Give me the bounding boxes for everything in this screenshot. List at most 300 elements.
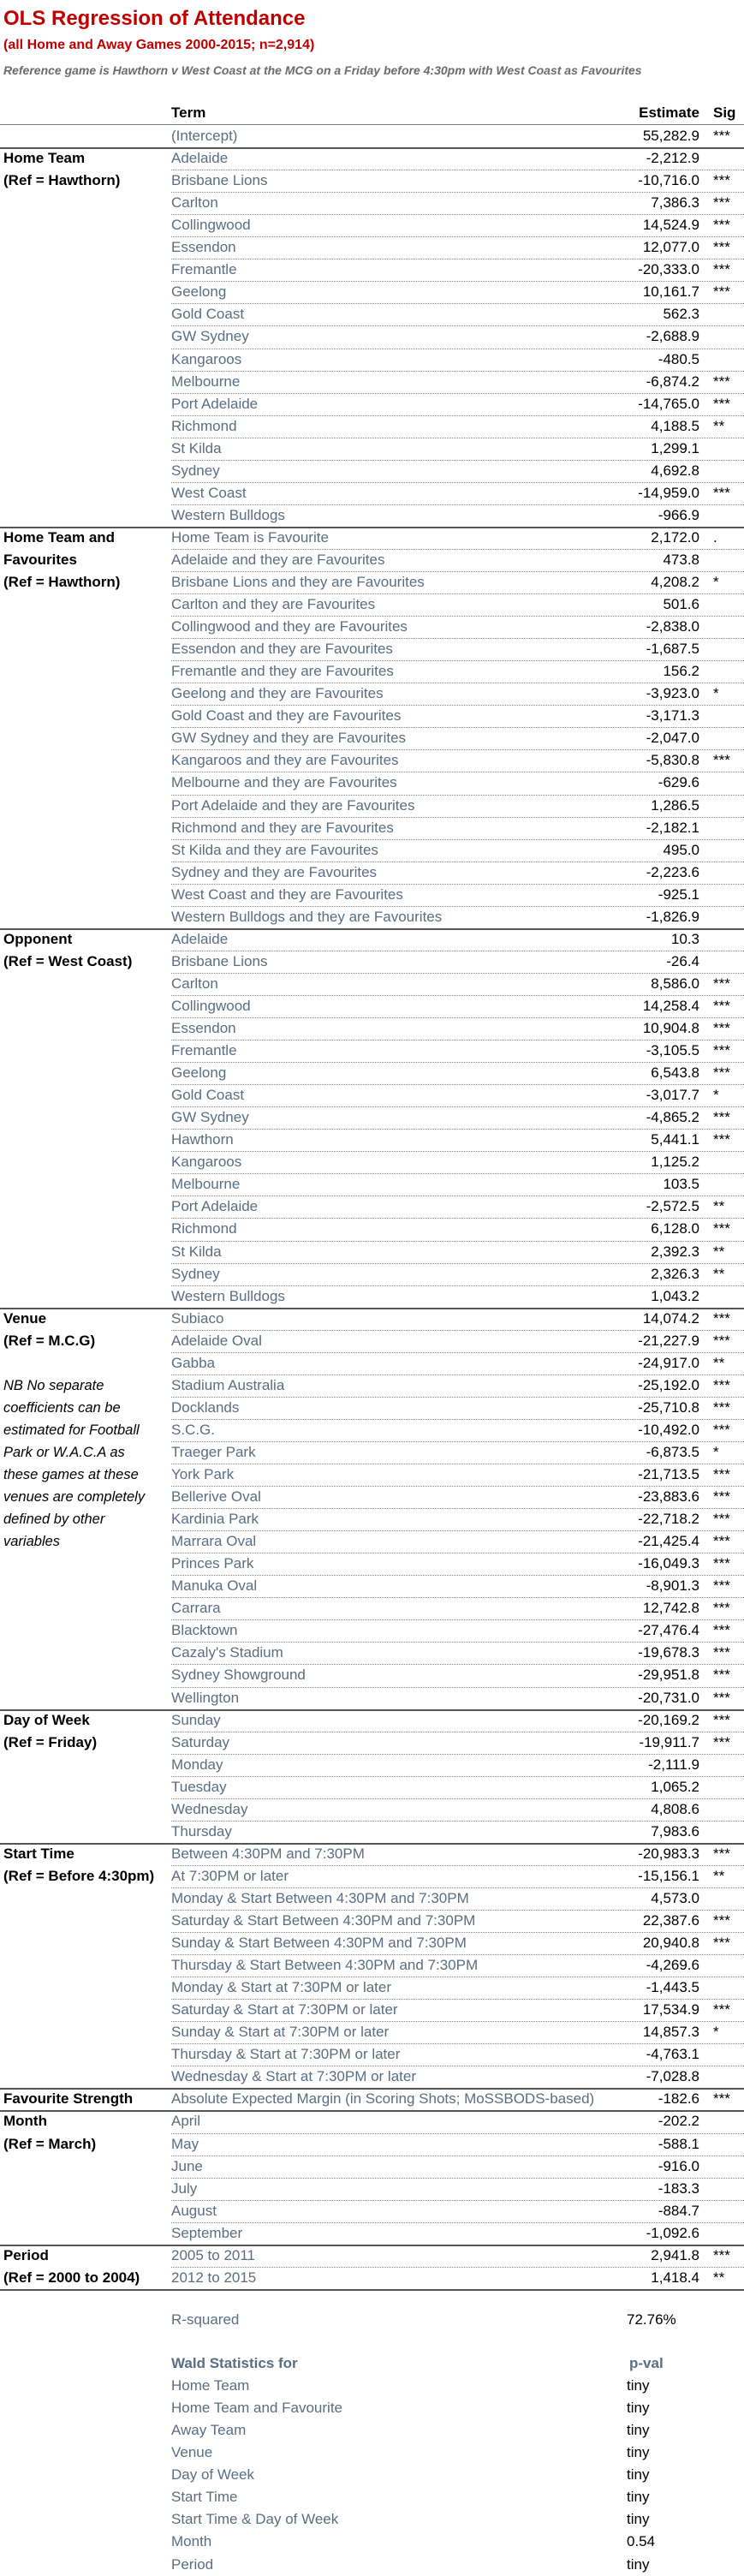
estimate-cell: -20,983.3	[638, 1845, 699, 1862]
term-cell: York Park	[171, 1466, 235, 1482]
estimate-cell: -2,572.5	[646, 1198, 699, 1215]
term-cell: Gold Coast and they are Favourites	[171, 707, 402, 724]
term-cell: Fremantle	[171, 261, 237, 278]
significance-cell: ***	[713, 752, 730, 769]
term-cell: Richmond and they are Favourites	[171, 819, 394, 836]
estimate-cell: -26.4	[666, 952, 699, 969]
significance-cell: **	[713, 1265, 725, 1282]
significance-cell: **	[713, 1243, 725, 1260]
term-cell: May	[171, 2135, 199, 2152]
term-cell: Monday & Start Between 4:30PM and 7:30PM	[171, 1889, 469, 1906]
term-cell: Bellerive Oval	[171, 1488, 261, 1506]
wald-term: Home Team and Favourite	[171, 2400, 343, 2417]
term-cell: Kangaroos and they are Favourites	[171, 752, 399, 769]
estimate-cell: 4,692.8	[651, 462, 699, 479]
significance-cell: ***	[713, 1109, 730, 1126]
term-cell: Thursday	[171, 1822, 232, 1840]
section-divider	[0, 2245, 744, 2246]
estimate-cell: 4,808.6	[651, 1800, 699, 1817]
term-cell: Brisbane Lions	[171, 172, 268, 189]
term-cell: Gold Coast	[171, 306, 245, 323]
estimate-cell: -21,227.9	[638, 1332, 699, 1349]
significance-cell: ***	[713, 1020, 730, 1036]
estimate-cell: 473.8	[663, 551, 699, 568]
term-cell: Home Team is Favourite	[171, 528, 329, 546]
estimate-cell: -24,917.0	[638, 1354, 699, 1371]
estimate-cell: -3,923.0	[646, 685, 699, 702]
term-cell: Carlton and they are Favourites	[171, 596, 376, 613]
term-cell: Sydney and they are Favourites	[171, 863, 378, 880]
significance-cell: ***	[713, 172, 730, 189]
estimate-cell: -916.0	[658, 2157, 699, 2174]
wald-term: Venue	[171, 2444, 213, 2461]
term-cell: Port Adelaide and they are Favourites	[171, 796, 415, 814]
estimate-cell: 1,299.1	[651, 439, 699, 456]
estimate-cell: 2,326.3	[651, 1265, 699, 1282]
term-cell: At 7:30PM or later	[171, 1867, 289, 1884]
estimate-column-header: Estimate	[639, 104, 699, 121]
term-cell: Blacktown	[171, 1622, 238, 1639]
significance-cell: ***	[713, 1644, 730, 1661]
estimate-cell: 562.3	[663, 306, 699, 323]
estimate-cell: 17,534.9	[642, 2001, 699, 2018]
term-cell: Kangaroos	[171, 1154, 242, 1171]
estimate-cell: -2,111.9	[648, 1756, 699, 1773]
estimate-cell: 10,904.8	[642, 1020, 699, 1036]
wald-pval: tiny	[627, 2422, 650, 2439]
estimate-cell: 6,128.0	[651, 1220, 699, 1237]
estimate-cell: 4,208.2	[651, 574, 699, 590]
wald-term: Month	[171, 2533, 212, 2550]
term-cell: Stadium Australia	[171, 1376, 285, 1393]
term-cell: Princes Park	[171, 1555, 254, 1572]
term-cell: September	[171, 2224, 243, 2241]
estimate-cell: -14,959.0	[638, 484, 699, 501]
significance-cell: ***	[713, 1376, 730, 1393]
term-cell: Adelaide	[171, 150, 229, 167]
rsquared-value: 72.76%	[627, 2311, 676, 2329]
estimate-cell: -6,874.2	[646, 373, 699, 390]
term-cell: Brisbane Lions and they are Favourites	[171, 574, 425, 590]
estimate-cell: 1,286.5	[651, 796, 699, 814]
estimate-cell: -25,192.0	[638, 1376, 699, 1393]
wald-term: Period	[171, 2555, 214, 2573]
estimate-cell: 12,742.8	[642, 1600, 699, 1617]
estimate-cell: 1,043.2	[651, 1287, 699, 1304]
section-label: (Ref = Hawthorn)	[3, 172, 121, 189]
term-cell: Carlton	[171, 194, 218, 212]
estimate-cell: -1,826.9	[646, 908, 699, 925]
term-cell: S.C.G.	[171, 1421, 216, 1438]
section-divider	[0, 1308, 744, 1309]
term-cell: Tuesday	[171, 1778, 227, 1795]
significance-cell: ***	[713, 194, 730, 212]
estimate-cell: -925.1	[658, 886, 699, 903]
estimate-cell: -183.3	[658, 2179, 699, 2197]
section-label: (Ref = March)	[3, 2135, 97, 2152]
estimate-cell: -16,049.3	[638, 1555, 699, 1572]
significance-cell: ***	[713, 484, 730, 501]
significance-cell: *	[713, 1443, 719, 1460]
section-label: Favourite Strength	[3, 2090, 134, 2108]
significance-cell: ***	[713, 1332, 730, 1349]
term-cell: Geelong	[171, 283, 227, 301]
wald-term: Home Team	[171, 2377, 250, 2394]
section-divider	[0, 928, 744, 930]
estimate-cell: -20,333.0	[638, 261, 699, 278]
significance-cell: ***	[713, 1309, 730, 1327]
estimate-cell: -3,105.5	[646, 1042, 699, 1059]
significance-cell: *	[713, 1087, 719, 1104]
section-label: Day of Week	[3, 1711, 90, 1728]
section-divider	[0, 1843, 744, 1845]
estimate-cell: -7,028.8	[646, 2068, 699, 2085]
term-cell: Essendon	[171, 239, 236, 256]
estimate-cell: -20,169.2	[638, 1711, 699, 1728]
significance-cell: ***	[713, 1398, 730, 1416]
significance-cell: ***	[713, 2090, 730, 2108]
term-cell: GW Sydney	[171, 1109, 249, 1126]
estimate-cell: -14,765.0	[638, 395, 699, 412]
estimate-cell: -29,951.8	[638, 1667, 699, 1684]
rsquared-label: R-squared	[171, 2311, 240, 2329]
section-divider	[0, 2110, 744, 2112]
estimate-cell: 12,077.0	[642, 239, 699, 256]
term-cell: June	[171, 2157, 203, 2174]
page-subtitle: (all Home and Away Games 2000-2015; n=2,914)	[3, 38, 315, 52]
estimate-cell: 14,524.9	[642, 217, 699, 234]
term-cell: Sydney	[171, 462, 220, 479]
term-cell: Geelong and they are Favourites	[171, 685, 384, 702]
wald-term: Start Time & Day of Week	[171, 2511, 339, 2528]
wald-pval: tiny	[627, 2466, 650, 2484]
estimate-cell: -884.7	[658, 2202, 699, 2219]
estimate-cell: -8,901.3	[646, 1577, 699, 1595]
term-cell: Port Adelaide	[171, 395, 259, 412]
term-cell: Sydney Showground	[171, 1667, 306, 1684]
term-cell: Cazaly's Stadium	[171, 1644, 283, 1661]
term-cell: Carrara	[171, 1600, 221, 1617]
significance-cell: **	[713, 1354, 725, 1371]
significance-cell: ***	[713, 1912, 730, 1929]
estimate-cell: 1,065.2	[651, 1778, 699, 1795]
estimate-cell: 8,586.0	[651, 975, 699, 992]
estimate-cell: -5,830.8	[646, 752, 699, 769]
significance-cell: ***	[713, 1711, 730, 1728]
estimate-cell: 10.3	[670, 930, 699, 947]
term-cell: Saturday & Start Between 4:30PM and 7:30PM	[171, 1912, 476, 1929]
term-cell: Richmond	[171, 417, 237, 434]
term-cell: St Kilda and they are Favourites	[171, 841, 378, 858]
estimate-cell: -1,092.6	[646, 2224, 699, 2241]
term-cell: Sunday & Start Between 4:30PM and 7:30PM	[171, 1935, 467, 1952]
term-cell: Kardinia Park	[171, 1511, 259, 1528]
term-cell: 2012 to 2015	[171, 2269, 257, 2286]
estimate-cell: -202.2	[658, 2113, 699, 2130]
estimate-cell: -19,911.7	[639, 1733, 699, 1750]
estimate-cell: -2,047.0	[646, 730, 699, 747]
significance-cell: ***	[713, 1577, 730, 1595]
estimate-cell: -6,873.5	[646, 1443, 699, 1460]
term-cell: Between 4:30PM and 7:30PM	[171, 1845, 365, 1862]
significance-cell: **	[713, 417, 725, 434]
estimate-cell: -2,223.6	[646, 863, 699, 880]
sig-column-header: Sig	[713, 104, 736, 121]
estimate-cell: -21,713.5	[638, 1466, 699, 1482]
section-label: (Ref = West Coast)	[3, 952, 133, 969]
section-label: Venue	[3, 1309, 47, 1327]
estimate-cell: -629.6	[658, 774, 699, 791]
estimate-cell: 4,573.0	[651, 1889, 699, 1906]
significance-cell: ***	[713, 373, 730, 390]
estimate-cell: -20,731.0	[638, 1689, 699, 1706]
estimate-cell: -27,476.4	[638, 1622, 699, 1639]
significance-cell: ***	[713, 1600, 730, 1617]
estimate-cell: -2,182.1	[646, 819, 699, 836]
estimate-cell: 22,387.6	[642, 1912, 699, 1929]
wald-term: Away Team	[171, 2422, 247, 2439]
term-cell: Subiaco	[171, 1309, 224, 1327]
significance-cell: ***	[713, 1733, 730, 1750]
estimate-cell: 103.5	[663, 1176, 699, 1193]
term-cell: Collingwood and they are Favourites	[171, 618, 408, 635]
significance-cell: ***	[713, 975, 730, 992]
estimate-cell: -966.9	[658, 506, 699, 523]
significance-cell: ***	[713, 1689, 730, 1706]
estimate-cell: -4,865.2	[646, 1109, 699, 1126]
estimate-cell: 55,282.9	[642, 128, 699, 144]
estimate-cell: -23,883.6	[638, 1488, 699, 1506]
significance-cell: ***	[713, 1488, 730, 1506]
table-bottom-rule	[0, 2289, 744, 2291]
estimate-cell: 7,386.3	[651, 194, 699, 212]
term-cell: Adelaide and they are Favourites	[171, 551, 385, 568]
estimate-cell: 2,392.3	[651, 1243, 699, 1260]
wald-term: Start Time	[171, 2489, 238, 2506]
wald-pval: tiny	[627, 2444, 650, 2461]
estimate-cell: -2,688.9	[646, 328, 699, 345]
term-cell: Wednesday	[171, 1800, 248, 1817]
term-cell: Brisbane Lions	[171, 952, 268, 969]
wald-pval: tiny	[627, 2555, 650, 2573]
term-cell: Saturday	[171, 1733, 230, 1750]
estimate-cell: -10,492.0	[638, 1421, 699, 1438]
estimate-cell: 501.6	[663, 596, 699, 613]
significance-cell: ***	[713, 239, 730, 256]
significance-cell: ***	[713, 1533, 730, 1550]
term-cell: Collingwood	[171, 217, 251, 234]
estimate-cell: 20,940.8	[642, 1935, 699, 1952]
reference-note: Reference game is Hawthorn v West Coast at the MCG on a Friday before 4:30pm with West Coast as Favourites	[3, 63, 642, 77]
term-cell: Essendon and they are Favourites	[171, 641, 393, 658]
term-cell: (Intercept)	[171, 128, 238, 144]
section-label: (Ref = Friday)	[3, 1733, 98, 1750]
estimate-cell: -182.6	[658, 2090, 699, 2108]
term-cell: April	[171, 2113, 201, 2130]
term-cell: Absolute Expected Margin (in Scoring Shots; MoSSBODS-based)	[171, 2090, 595, 2108]
significance-cell: ***	[713, 1845, 730, 1862]
term-cell: Sunday & Start at 7:30PM or later	[171, 2024, 390, 2041]
significance-cell: *	[713, 2024, 719, 2041]
significance-cell: ***	[713, 1622, 730, 1639]
significance-cell: ***	[713, 1935, 730, 1952]
term-cell: St Kilda	[171, 1243, 222, 1260]
section-label: (Ref = M.C.G)	[3, 1332, 96, 1349]
significance-cell: **	[713, 1867, 725, 1884]
term-cell: Gold Coast	[171, 1087, 245, 1104]
significance-cell: ***	[713, 395, 730, 412]
term-cell: Traeger Park	[171, 1443, 256, 1460]
estimate-cell: 2,172.0	[651, 528, 699, 546]
term-cell: Melbourne and they are Favourites	[171, 774, 397, 791]
header-rule	[0, 124, 744, 125]
term-cell: Saturday & Start at 7:30PM or later	[171, 2001, 398, 2018]
estimate-cell: 10,161.7	[642, 283, 699, 301]
section-label: (Ref = Hawthorn)	[3, 574, 121, 590]
estimate-cell: 1,125.2	[651, 1154, 699, 1171]
section-label: (Ref = 2000 to 2004)	[3, 2269, 140, 2286]
estimate-cell: -1,687.5	[646, 641, 699, 658]
estimate-cell: -480.5	[658, 350, 699, 367]
section-note: NB No separate coefficients can be estimated for Football Park or W.A.C.A as these games at these venues are completely defined by other variables	[3, 1377, 146, 1549]
significance-cell: ***	[713, 1220, 730, 1237]
term-cell: July	[171, 2179, 198, 2197]
term-cell: Melbourne	[171, 1176, 241, 1193]
wald-pval: tiny	[627, 2377, 650, 2394]
term-cell: Monday	[171, 1756, 223, 1773]
term-cell: Geelong	[171, 1064, 227, 1082]
significance-cell: ***	[713, 2001, 730, 2018]
estimate-cell: -4,269.6	[646, 1957, 699, 1974]
term-cell: 2005 to 2011	[171, 2246, 255, 2263]
estimate-cell: -10,716.0	[638, 172, 699, 189]
term-cell: Hawthorn	[171, 1131, 234, 1148]
section-divider	[0, 1709, 744, 1711]
significance-cell: ***	[713, 283, 730, 301]
significance-cell: **	[713, 1198, 725, 1215]
term-cell: Collingwood	[171, 997, 251, 1014]
term-cell: Fremantle	[171, 1042, 237, 1059]
term-cell: Fremantle and they are Favourites	[171, 663, 394, 680]
significance-cell: ***	[713, 1511, 730, 1528]
significance-cell: ***	[713, 1064, 730, 1082]
significance-cell: ***	[713, 1466, 730, 1482]
term-cell: Kangaroos	[171, 350, 242, 367]
pval-heading: p-val	[629, 2355, 664, 2372]
estimate-cell: -3,171.3	[646, 707, 699, 724]
term-cell: GW Sydney and they are Favourites	[171, 730, 407, 747]
estimate-cell: -2,212.9	[646, 150, 699, 167]
estimate-cell: -588.1	[658, 2135, 699, 2152]
term-cell: Western Bulldogs	[171, 506, 285, 523]
term-cell: Melbourne	[171, 373, 241, 390]
estimate-cell: -2,838.0	[646, 618, 699, 635]
significance-cell: ***	[713, 1131, 730, 1148]
estimate-cell: 4,188.5	[651, 417, 699, 434]
significance-cell: ***	[713, 1555, 730, 1572]
estimate-cell: 14,074.2	[642, 1309, 699, 1327]
estimate-cell: -22,718.2	[638, 1511, 699, 1528]
term-cell: Thursday & Start Between 4:30PM and 7:30PM	[171, 1957, 479, 1974]
section-label: Start Time	[3, 1845, 74, 1862]
significance-cell: **	[713, 2269, 725, 2286]
estimate-cell: 2,941.8	[651, 2246, 699, 2263]
section-label: (Ref = Before 4:30pm)	[3, 1867, 155, 1884]
estimate-cell: 7,983.6	[651, 1822, 699, 1840]
term-cell: St Kilda	[171, 439, 222, 456]
estimate-cell: -15,156.1	[638, 1867, 699, 1884]
term-cell: GW Sydney	[171, 328, 249, 345]
significance-cell: *	[713, 685, 719, 702]
term-cell: August	[171, 2202, 217, 2219]
wald-pval: 0.54	[627, 2533, 656, 2550]
significance-cell: *	[713, 574, 719, 590]
term-cell: Essendon	[171, 1020, 236, 1036]
estimate-cell: -25,710.8	[638, 1398, 699, 1416]
significance-cell: ***	[713, 997, 730, 1014]
estimate-cell: -1,443.5	[646, 1979, 699, 1996]
significance-cell: ***	[713, 261, 730, 278]
estimate-cell: 495.0	[663, 841, 699, 858]
estimate-cell: -19,678.3	[638, 1644, 699, 1661]
wald-pval: tiny	[627, 2400, 650, 2417]
estimate-cell: 6,543.8	[651, 1064, 699, 1082]
term-cell: Adelaide	[171, 930, 229, 947]
term-cell: Adelaide Oval	[171, 1332, 262, 1349]
page-title: OLS Regression of Attendance	[3, 7, 306, 30]
term-cell: Gabba	[171, 1354, 216, 1371]
significance-cell: ***	[713, 2246, 730, 2263]
section-label: Favourites	[3, 551, 77, 568]
term-cell: West Coast	[171, 484, 247, 501]
significance-cell: ***	[713, 217, 730, 234]
term-cell: Sydney	[171, 1265, 220, 1282]
term-cell: Carlton	[171, 975, 218, 992]
significance-cell: ***	[713, 1421, 730, 1438]
term-cell: Western Bulldogs and they are Favourites	[171, 908, 443, 925]
estimate-cell: 5,441.1	[651, 1131, 699, 1148]
term-cell: Monday & Start at 7:30PM or later	[171, 1979, 392, 1996]
section-label: Month	[3, 2113, 47, 2130]
estimate-cell: -4,763.1	[646, 2046, 699, 2063]
estimate-cell: -3,017.7	[646, 1087, 699, 1104]
term-cell: Richmond	[171, 1220, 237, 1237]
term-cell: Wednesday & Start at 7:30PM or later	[171, 2068, 416, 2085]
significance-cell: ***	[713, 1667, 730, 1684]
section-label: Home Team	[3, 150, 86, 167]
wald-heading: Wald Statistics for	[171, 2355, 298, 2372]
section-label: Home Team and	[3, 528, 116, 546]
term-cell: Thursday & Start at 7:30PM or later	[171, 2046, 401, 2063]
term-cell: Sunday	[171, 1711, 221, 1728]
estimate-cell: 1,418.4	[651, 2269, 699, 2286]
row-divider	[171, 303, 744, 304]
estimate-cell: -21,425.4	[638, 1533, 699, 1550]
wald-term: Day of Week	[171, 2466, 255, 2484]
section-label: Period	[3, 2246, 49, 2263]
wald-pval: tiny	[627, 2511, 650, 2528]
estimate-cell: 14,258.4	[642, 997, 699, 1014]
term-cell: Marrara Oval	[171, 1533, 257, 1550]
term-cell: Port Adelaide	[171, 1198, 259, 1215]
significance-cell: ***	[713, 1042, 730, 1059]
section-label: Opponent	[3, 930, 73, 947]
term-cell: Manuka Oval	[171, 1577, 258, 1595]
estimate-cell: 14,857.3	[642, 2024, 699, 2041]
row-divider	[171, 1173, 744, 1174]
term-cell: Western Bulldogs	[171, 1287, 285, 1304]
section-divider	[0, 147, 744, 149]
